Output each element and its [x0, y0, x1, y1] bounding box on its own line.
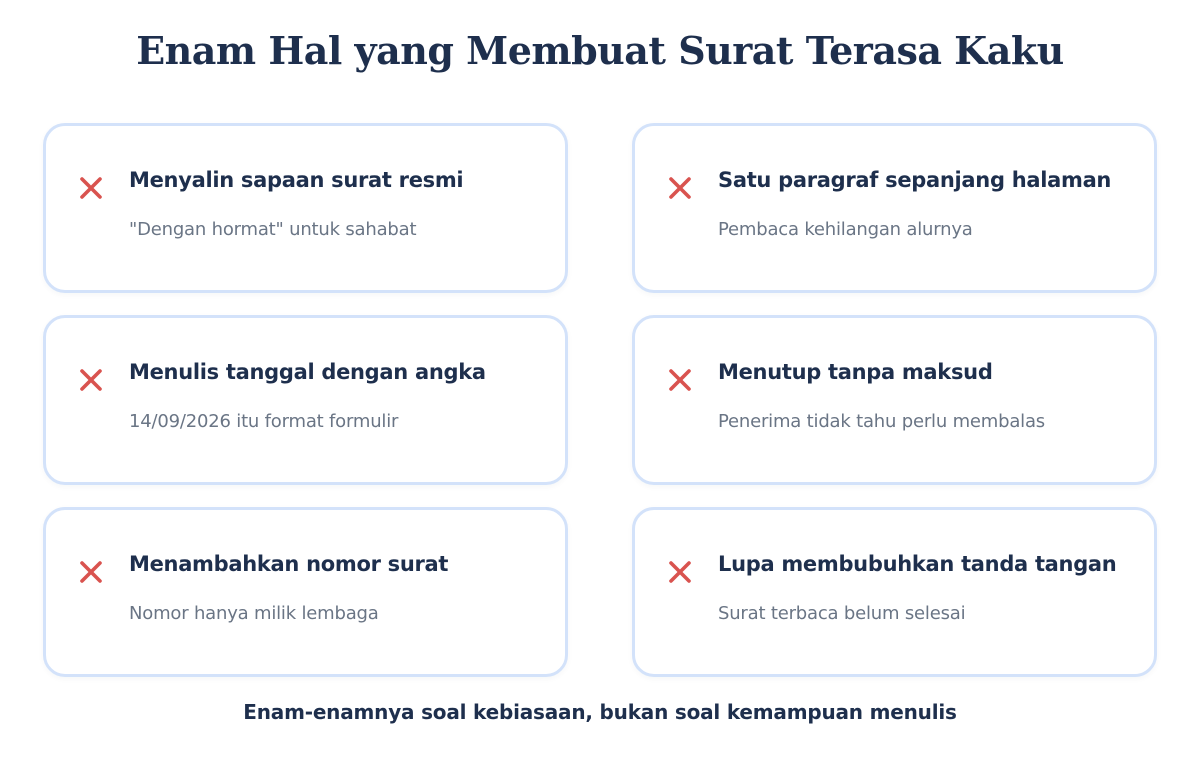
card-description: 14/09/2026 itu format formulir — [129, 411, 399, 432]
card-title: Satu paragraf sepanjang halaman — [718, 168, 1112, 192]
card-description: "Dengan hormat" untuk sahabat — [129, 219, 417, 240]
x-mark-icon — [79, 560, 103, 584]
card-title: Menambahkan nomor surat — [129, 552, 449, 576]
page-title: Enam Hal yang Membuat Surat Terasa Kaku — [136, 28, 1064, 73]
x-mark-icon — [79, 368, 103, 392]
mistake-card — [632, 123, 1157, 293]
x-mark-icon — [79, 176, 103, 200]
card-description: Penerima tidak tahu perlu membalas — [718, 411, 1045, 432]
card-description: Pembaca kehilangan alurnya — [718, 219, 973, 240]
mistake-card — [43, 123, 568, 293]
card-title: Menyalin sapaan surat resmi — [129, 168, 464, 192]
mistake-card — [632, 315, 1157, 485]
x-mark-icon — [668, 176, 692, 200]
card-title: Menulis tanggal dengan angka — [129, 360, 486, 384]
footer-note: Enam-enamnya soal kebiasaan, bukan soal kemampuan menulis — [243, 700, 957, 724]
x-mark-icon — [668, 560, 692, 584]
card-description: Nomor hanya milik lembaga — [129, 603, 379, 624]
mistakes-grid — [43, 123, 1157, 677]
card-title: Menutup tanpa maksud — [718, 360, 993, 384]
x-mark-icon — [668, 368, 692, 392]
mistake-card — [632, 507, 1157, 677]
mistake-card — [43, 315, 568, 485]
mistake-card — [43, 507, 568, 677]
card-description: Surat terbaca belum selesai — [718, 603, 966, 624]
card-title: Lupa membubuhkan tanda tangan — [718, 552, 1117, 576]
